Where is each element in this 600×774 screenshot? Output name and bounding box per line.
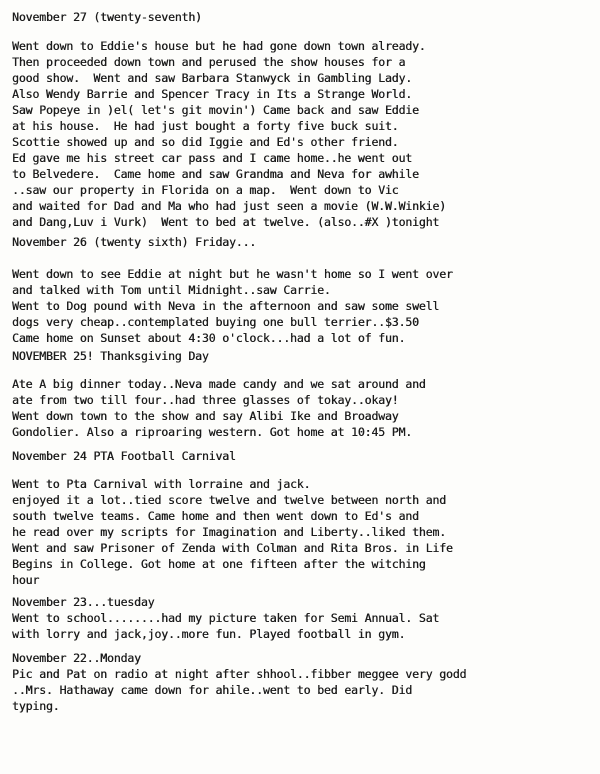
entry-line: ate from two till four..had three glasses of tokay..okay!: [12, 393, 399, 407]
entry-heading: November 24 PTA Football Carnival: [12, 449, 236, 463]
entry-line: Went to Dog pound with Neva in the afternoon and saw some swell: [12, 299, 440, 313]
entry-line: Saw Popeye in )el( let's git movin') Came back and saw Eddie: [12, 103, 419, 117]
entry-line: Also Wendy Barrie and Spencer Tracy in Its a Strange World.: [12, 87, 413, 101]
entry-line: at his house. He had just bought a forty five buck suit.: [12, 119, 399, 133]
entry-line: Came home on Sunset about 4:30 o'clock...had a lot of fun.: [12, 331, 406, 345]
entry-heading: NOVEMBER 25! Thanksgiving Day: [12, 349, 209, 363]
entry-line: Begins in College. Got home at one fifteen after the witching: [12, 557, 426, 571]
entry-heading: November 22..Monday: [12, 651, 141, 665]
entry-line: and talked with Tom until Midnight..saw Carrie.: [12, 283, 331, 297]
entry-line: Ate A big dinner today..Neva made candy and we sat around and: [12, 377, 426, 391]
entry-line: hour: [12, 573, 40, 587]
entry-heading: November 23...tuesday: [12, 595, 155, 609]
entry-line: Gondolier. Also a riproaring western. Got home at 10:45 PM.: [12, 425, 413, 439]
entry-line: Went to school........had my picture taken for Semi Annual. Sat: [12, 611, 440, 625]
entry-line: Then proceeded down town and perused the show houses for a: [12, 55, 406, 69]
entry-line: ..Mrs. Hathaway came down for ahile..went to bed early. Did: [12, 683, 413, 697]
entry-line: typing.: [12, 699, 60, 713]
entry-line: to Belvedere. Came home and saw Grandma and Neva for awhile: [12, 167, 419, 181]
entry-line: with lorry and jack,joy..more fun. Played football in gym.: [12, 627, 406, 641]
entry-line: south twelve teams. Came home and then went down to Ed's and: [12, 509, 419, 523]
entry-line: Scottie showed up and so did Iggie and Ed's other friend.: [12, 135, 399, 149]
entry-line: ..saw our property in Florida on a map. Went down to Vic: [12, 183, 399, 197]
entry-line: Went down to Eddie's house but he had gone down town already.: [12, 39, 426, 53]
entry-heading: November 27 (twenty-seventh): [12, 10, 202, 24]
entry-line: and waited for Dad and Ma who had just seen a movie (W.W.Winkie): [12, 199, 446, 213]
entry-line: Went and saw Prisoner of Zenda with Colman and Rita Bros. in Life: [12, 541, 453, 555]
entry-line: enjoyed it a lot..tied score twelve and twelve between north and: [12, 493, 446, 507]
entry-line: Pic and Pat on radio at night after shhool..fibber meggee very godd: [12, 667, 467, 681]
entry-line: Went down to see Eddie at night but he wasn't home so I went over: [12, 267, 453, 281]
entry-line: he read over my scripts for Imagination and Liberty..liked them.: [12, 525, 446, 539]
entry-line: dogs very cheap..contemplated buying one bull terrier..$3.50: [12, 315, 419, 329]
entry-line: and Dang,Luv i Vurk) Went to bed at twelve. (also..#X )tonight: [12, 215, 440, 229]
entry-line: Went to Pta Carnival with lorraine and jack.: [12, 477, 311, 491]
entry-heading: November 26 (twenty sixth) Friday...: [12, 235, 257, 249]
entry-line: good show. Went and saw Barbara Stanwyck in Gambling Lady.: [12, 71, 413, 85]
entry-line: Ed gave me his street car pass and I came home..he went out: [12, 151, 413, 165]
entry-line: Went down town to the show and say Alibi Ike and Broadway: [12, 409, 399, 423]
